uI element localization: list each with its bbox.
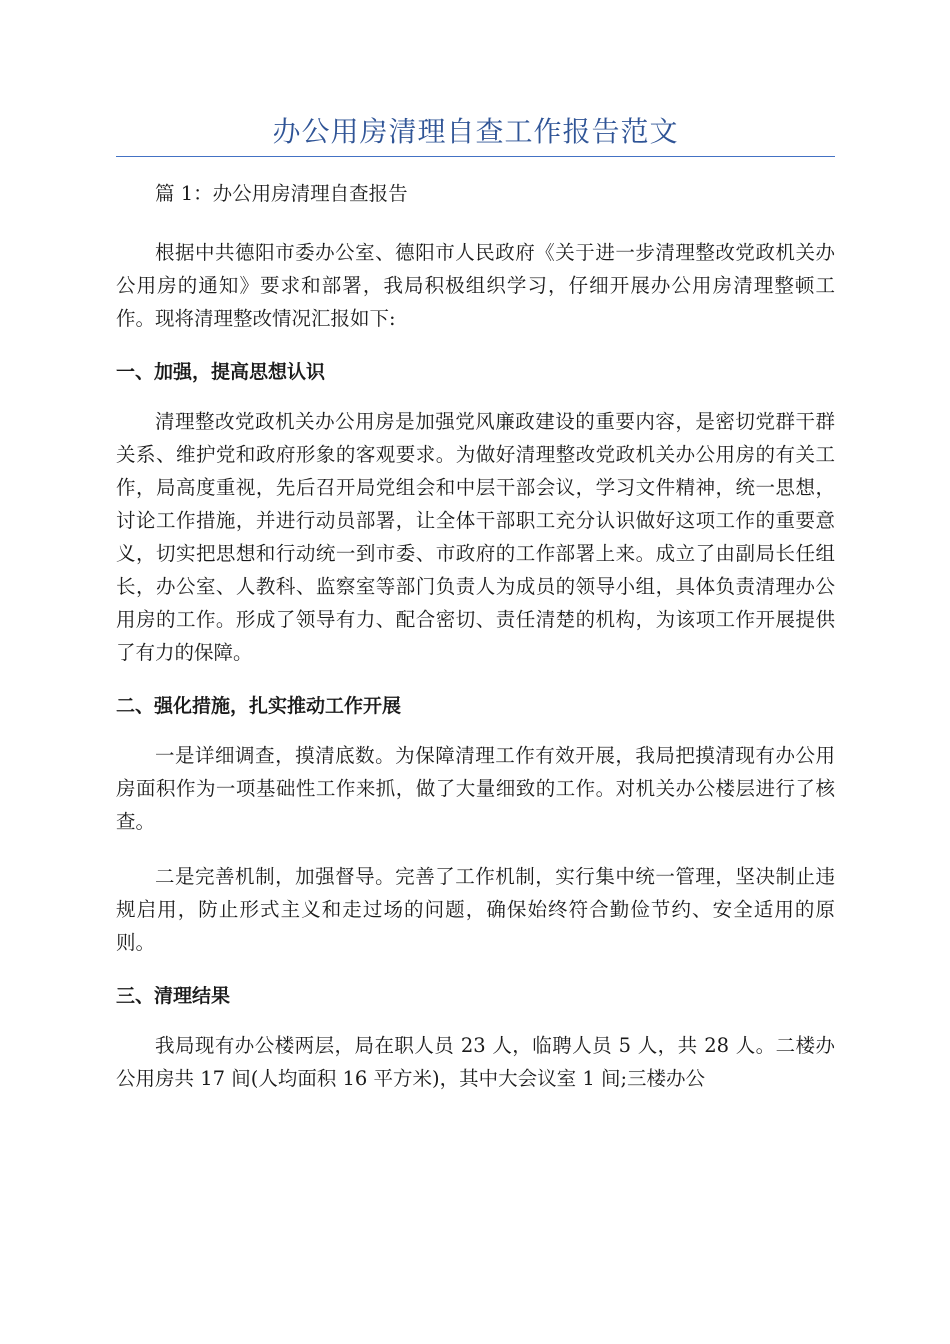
section-heading: 三、清理结果 [116, 985, 231, 1007]
section-paragraph: 清理整改党政机关办公用房是加强党风廉政建设的重要内容，是密切党群干群关系、维护党和政府形象的客观要求。为做好清理整改党政机关办公用房的有关工作，局高度重视，先后召开局党组会和中层干部会议，学习文件精神，统一思想，讨论工作措施，并进行动员部署，让全体干部职工充分认识做好这项工作的重要意义，切实把思想和行动统一到市委、市政府的工作部署上来。成立了由副局长任组长，办公室、人教科、监察室等部门负责人为成员的领导小组，具体负责清理办公用房的工作。形成了领导有力、配合密切、责任清楚的机构，为该项工作开展提供了有力的保障。 [116, 410, 835, 664]
section-paragraph: 我局现有办公楼两层，局在职人员 23 人，临聘人员 5 人，共 28 人。二楼办公用房共 17 间(人均面积 16 平方米)，其中大会议室 1 间;三楼办公 [116, 1034, 835, 1090]
section-paragraph: 一是详细调查，摸清底数。为保障清理工作有效开展，我局把摸清现有办公用房面积作为一项基础性工作来抓，做了大量细致的工作。对机关办公楼层进行了核查。 [116, 744, 835, 833]
title-underline [116, 156, 835, 157]
section-2 [116, 691, 835, 959]
section-paragraph: 二是完善机制，加强督导。完善了工作机制，实行集中统一管理，坚决制止违规启用，防止形式主义和走过场的问题，确保始终符合勤俭节约、安全适用的原则。 [116, 865, 835, 954]
intro-paragraph: 根据中共德阳市委办公室、德阳市人民政府《关于进一步清理整改党政机关办公用房的通知》要求和部署，我局积极组织学习，仔细开展办公用房清理整顿工作。现将清理整改情况汇报如下: [116, 241, 835, 330]
section-1 [116, 357, 835, 669]
section-3 [116, 981, 835, 1095]
document-page [116, 112, 835, 1117]
document-subtitle: 篇 1：办公用房清理自查报告 [155, 182, 408, 205]
document-title: 办公用房清理自查工作报告范文 [272, 115, 679, 148]
section-heading: 一、加强，提高思想认识 [116, 361, 326, 383]
section-heading: 二、强化措施，扎实推动工作开展 [116, 695, 402, 717]
